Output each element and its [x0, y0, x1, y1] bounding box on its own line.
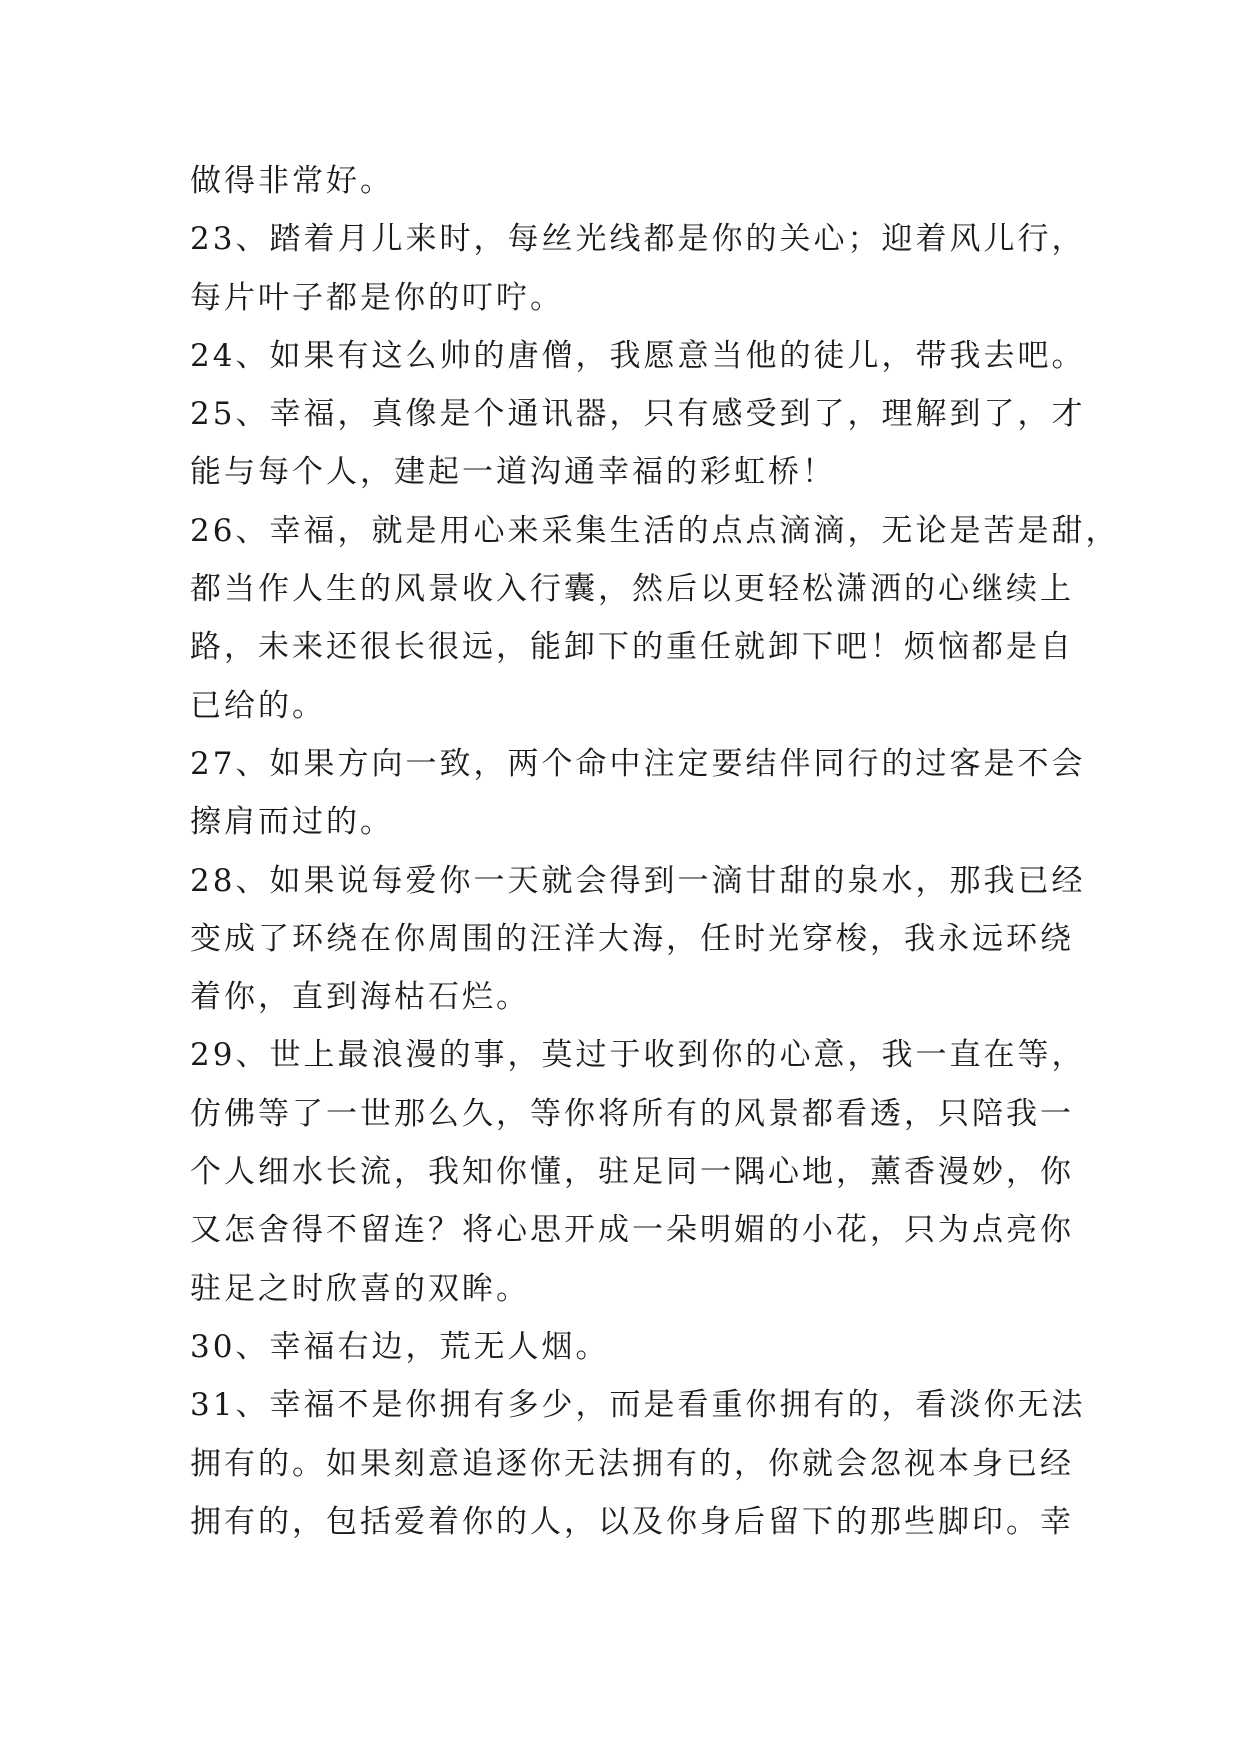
text-line: 仿佛等了一世那么久，等你将所有的风景都看透，只陪我一: [190, 1095, 1074, 1132]
text-line: 30、幸福右边，荒无人烟。: [190, 1328, 610, 1365]
text-line: 驻足之时欣喜的双眸。: [190, 1270, 530, 1307]
text-line: 擦肩而过的。: [190, 804, 394, 841]
text-line: 个人细水长流，我知你懂，驻足同一隅心地，薰香漫妙，你: [190, 1154, 1074, 1191]
text-line: 做得非常好。: [190, 163, 394, 199]
text-line: 每片叶子都是你的叮咛。: [190, 279, 564, 316]
text-line: 路，未来还很长很远，能卸下的重任就卸下吧！烦恼都是自: [190, 629, 1074, 666]
text-line: 29、世上最浪漫的事，莫过于收到你的心意，我一直在等，: [190, 1037, 1086, 1074]
text-line: 又怎舍得不留连？将心思开成一朵明媚的小花，只为点亮你: [190, 1212, 1074, 1249]
text-line: 28、如果说每爱你一天就会得到一滴甘甜的泉水，那我已经: [190, 862, 1086, 899]
text-line: 能与每个人，建起一道沟通幸福的彩虹桥！: [190, 454, 836, 491]
text-line: 23、踏着月儿来时，每丝光线都是你的关心；迎着风儿行，: [190, 221, 1086, 258]
text-line: 着你，直到海枯石烂。: [190, 979, 530, 1016]
text-line: 31、幸福不是你拥有多少，而是看重你拥有的，看淡你无法: [190, 1387, 1086, 1424]
text-line: 27、如果方向一致，两个命中注定要结伴同行的过客是不会: [190, 745, 1086, 782]
text-line: 都当作人生的风景收入行囊，然后以更轻松潇洒的心继续上: [190, 571, 1074, 608]
document-body: [190, 152, 1120, 1551]
text-line: 26、幸福，就是用心来采集生活的点点滴滴，无论是苦是甜，: [190, 512, 1120, 549]
text-line: 24、如果有这么帅的唐僧，我愿意当他的徒儿，带我去吧。: [190, 337, 1086, 374]
text-line: 拥有的。如果刻意追逐你无法拥有的，你就会忽视本身已经: [190, 1445, 1074, 1482]
text-line: 变成了环绕在你周围的汪洋大海，任时光穿梭，我永远环绕: [190, 920, 1074, 957]
text-line: 已给的。: [190, 687, 326, 724]
text-line: 拥有的，包括爱着你的人，以及你身后留下的那些脚印。幸: [190, 1503, 1074, 1540]
text-line: 25、幸福，真像是个通讯器，只有感受到了，理解到了，才: [190, 396, 1086, 433]
